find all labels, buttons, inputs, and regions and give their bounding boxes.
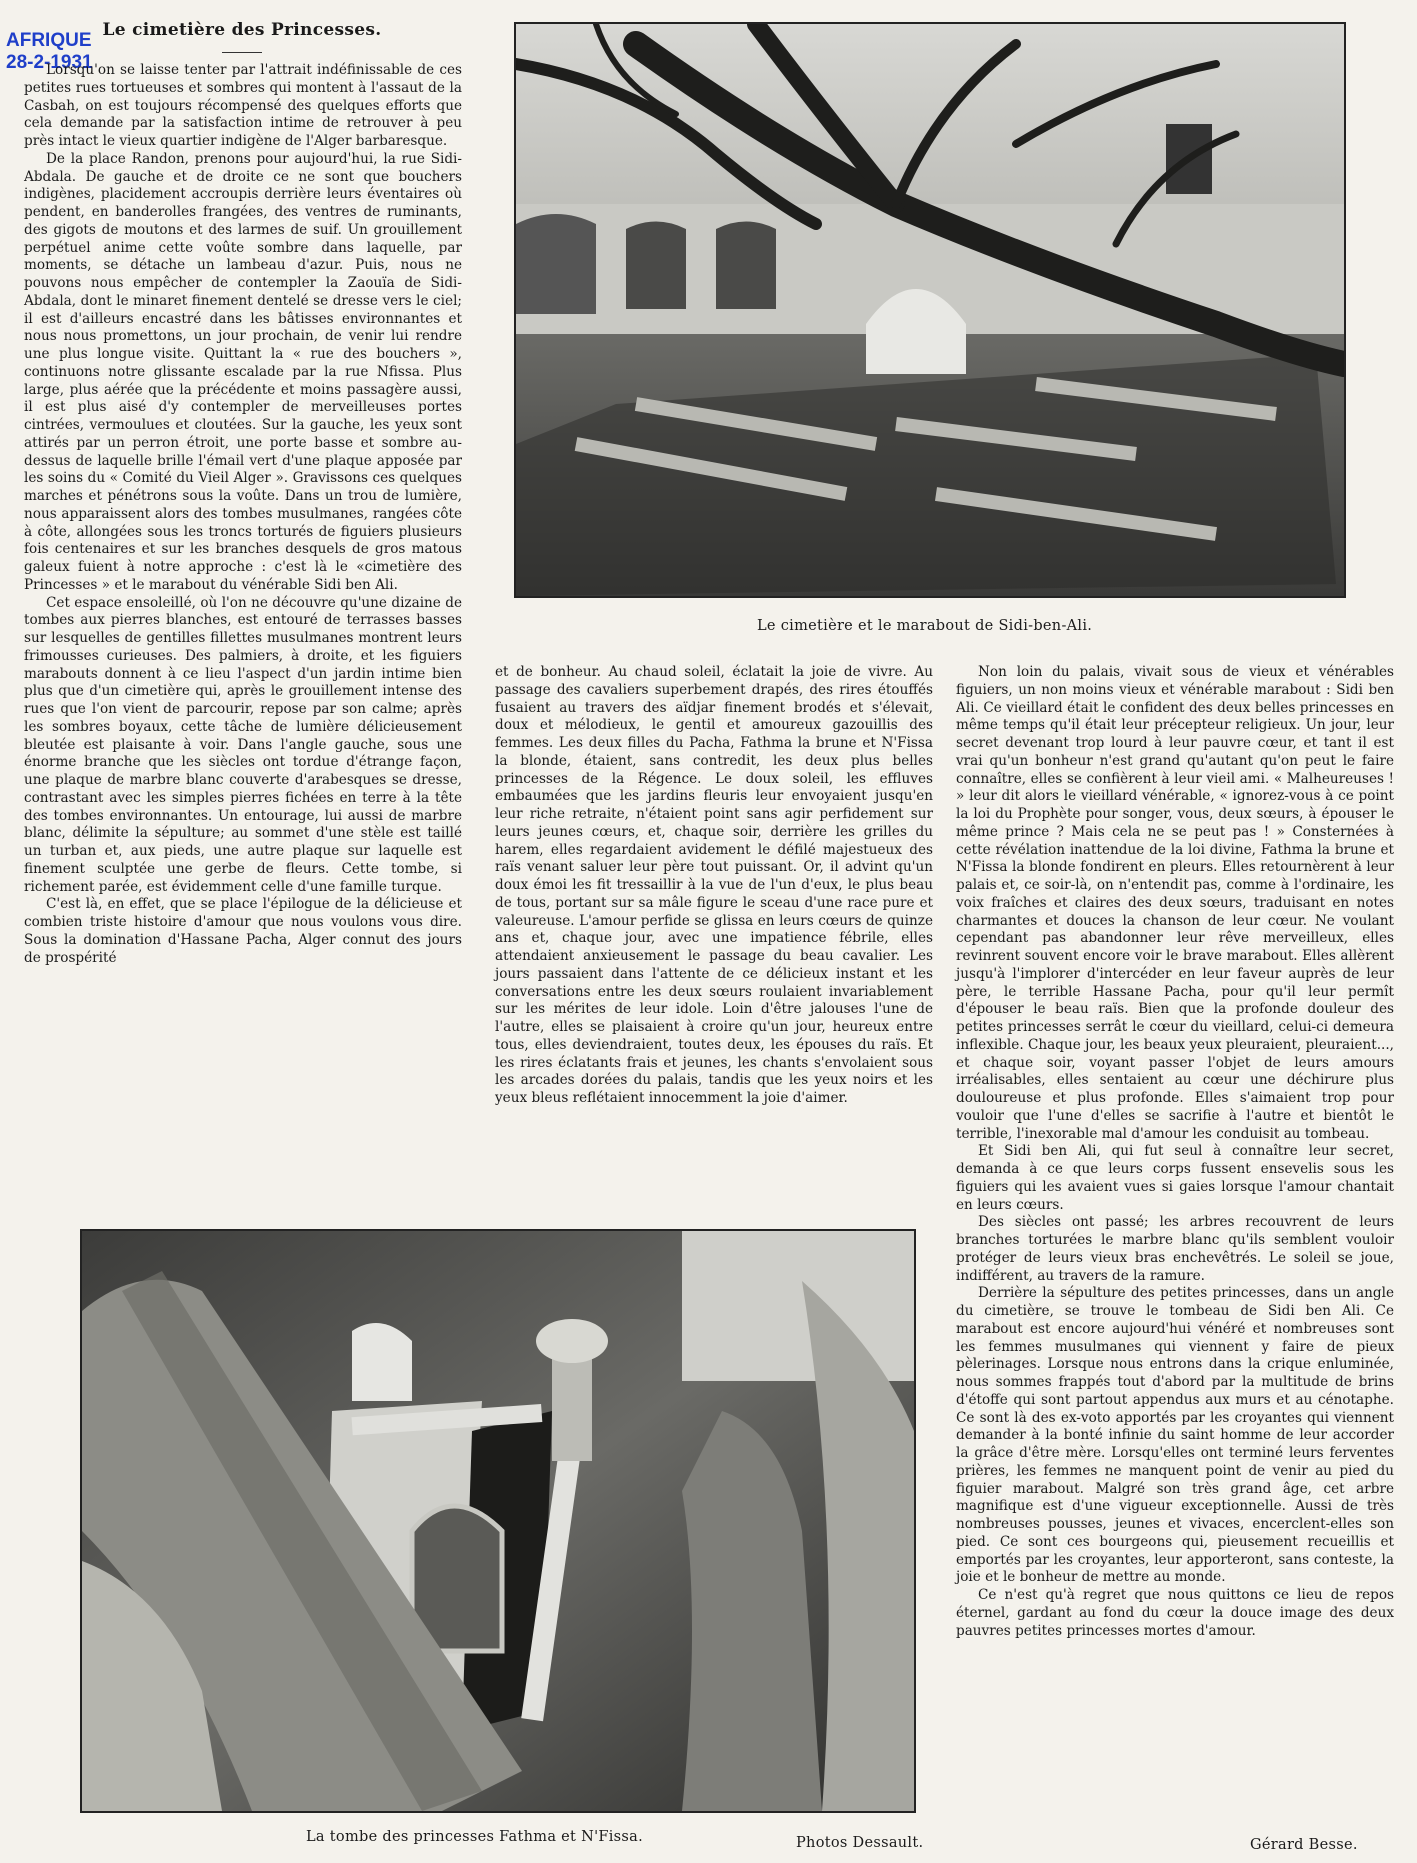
text-column-2 [495, 664, 933, 1108]
paragraph: Derrière la sépulture des petites princesses, dans un angle du cimetière, se trouve le tombeau de Sidi ben Ali. Ce marabout est encore aujourd'hui vénéré et nombreuses sont les femmes musulmanes qui viennent y faire de pieux pèlerinages. Lorsque nous entrons dans la crique enluminée, nous sommes frappés tout d'abord par la multitude de brins d'étoffe qui sont partout appendus aux murs et au cénotaphe. Ce sont là des ex-voto apportés par les croyantes qui viennent demander à la bonté infinie du saint homme de leur accorder la grâce d'être mère. Lorsqu'elles ont terminé leurs ferventes prières, les femmes ne manquent point de venir au pied du figuier marabout. Malgré son très grand âge, cet arbre magnifique est d'une vigueur exceptionnelle. Aussi de très nombreuses pousses, jeunes et vivaces, encerclent-elles son pied. Ce sont ces bourgeons qui, pieusement recueillis et emportés par les croyantes, leur apporteront, sans conteste, la joie et le bonheur de mettre au monde. [956, 1285, 1394, 1586]
stamp-source: AFRIQUE [6, 30, 92, 51]
article-title: Le cimetière des Princesses. [102, 20, 382, 40]
paragraph: C'est là, en effet, que se place l'épilogue de la délicieuse et combien triste histoire d'amour que nous voulons vous dire. Sous la domination d'Hassane Pacha, Alger connut des jours de prospérité [24, 896, 462, 966]
text-column-3 [956, 664, 1394, 1640]
stamp-date: 28-2-1931 [6, 52, 93, 73]
caption-bottom-photo: La tombe des princesses Fathma et N'Fissa. [306, 1829, 643, 1845]
photo-credit: Photos Dessault. [796, 1835, 924, 1851]
author-signature: Gérard Besse. [1250, 1837, 1358, 1853]
photo-princesses-tomb [80, 1229, 916, 1813]
paragraph: Ce n'est qu'à regret que nous quittons ce lieu de repos éternel, gardant au fond du cœur la douce image des deux pauvres petites princesses mortes d'amour. [956, 1587, 1394, 1639]
paragraph: et de bonheur. Au chaud soleil, éclatait la joie de vivre. Au passage des cavaliers superbement drapés, des rires étouffés fusaient au travers des aïdjar finement brodés et s'élevait, doux et mélodieux, le gentil et amoureux gazouillis des femmes. Les deux filles du Pacha, Fathma la brune et N'Fissa la blonde, étaient, sans contredit, les deux plus belles princesses de la Régence. Le doux soleil, les effluves embaumées que les jardins fleuris leur envoyaient jusqu'en leur riche retraite, n'étaient point sans agir perfidement sur leurs jeunes cœurs, et, chaque soir, derrière les grilles du harem, elles regardaient avidement le défilé majestueux des raïs venant saluer leur père tout puissant. Or, il advint qu'un doux émoi les fit tressaillir à la vue de l'un d'eux, le plus beau de tous, portant sur sa mâle figure le sceau d'une race pure et valeureuse. L'amour perfide se glissa en leurs cœurs de quinze ans et, chaque jour, avec une impatience fébrile, elles attendaient anxieusement le passage du beau cavalier. Les jours passaient dans l'attente de ce délicieux instant et les conversations entre les deux sœurs roulaient invariablement sur les mérites de leur idole. Loin d'être jalouses l'une de l'autre, elles se plaisaient à croire qu'un jour, heureux entre tous, elles deviendraient, toutes deux, les épouses du raïs. Et les rires éclatants frais et jeunes, les chants s'envolaient sous les arcades dorées du palais, tandis que les yeux noirs et les yeux bleus reflétaient innocemment la joie d'aimer. [495, 664, 933, 1106]
paragraph: Et Sidi ben Ali, qui fut seul à connaître leur secret, demanda à ce que leurs corps fussent ensevelis sous les figuiers qui les avaient vues si gaies lorsque l'amour chantait en leurs cœurs. [956, 1143, 1394, 1213]
caption-top-photo: Le cimetière et le marabout de Sidi-ben-Ali. [757, 618, 1093, 634]
paragraph: Non loin du palais, vivait sous de vieux et vénérables figuiers, un non moins vieux et vénérable marabout : Sidi ben Ali. Ce vieillard était le confident des deux belles princesses en même temps qu'il était leur précepteur religieux. Un jour, leur secret devenant trop lourd à leur pauvre cœur, et tant il est vrai qu'un bonheur n'est grand qu'autant qu'on peut le faire connaître, elles se confièrent à leur vieil ami. « Malheureuses ! » leur dit alors le vieillard vénérable, « ignorez-vous à ce point la loi du Prophète pour songer, vous, deux sœurs, à épouser le même prince ? Mais cela ne se peut pas ! » Consternées à cette révélation inattendue de la loi divine, Fathma la brune et N'Fissa la blonde fondirent en pleurs. Elles retournèrent à leur palais et, ce soir-là, on n'entendit pas, comme à l'ordinaire, les voix fraîches et claires des deux sœurs, traduisant en notes charmantes et douces la chanson de leur cœur. Ne voulant cependant pas abandonner leur rêve merveilleux, elles revinrent souvent encore voir le brave marabout. Elles allèrent jusqu'à l'implorer d'intercéder en leur faveur auprès de leur père, le terrible Hassane Pacha, pour qu'il leur permît d'épouser le beau raïs. Bien que la profonde douleur des petites princesses serrât le cœur du vieillard, celui-ci demeura inflexible. Chaque jour, les beaux yeux pleuraient, pleuraient..., et chaque soir, voyant passer l'objet de leurs amours irréalisables, elles sentaient au cœur une déchirure plus douloureuse et plus profonde. Elles s'aimaient trop pour vouloir que l'une d'elles se sacrifie à l'autre et bientôt le terrible, l'inexorable mal d'amour les conduisit au tombeau. [956, 664, 1394, 1142]
photo-cemetery-marabout [514, 22, 1346, 598]
text-column-1 [24, 62, 462, 967]
paragraph: De la place Randon, prenons pour aujourd'hui, la rue Sidi-Abdala. De gauche et de droite ce ne sont que bouchers indigènes, placidement accroupis derrière leurs éventaires où pendent, en banderolles frangées, des ventres de ruminants, des gigots de moutons et des larmes de suif. Un grouillement perpétuel anime cette voûte sombre dans laquelle, par moments, se détache un lambeau d'azur. Puis, nous ne pouvons nous empêcher de contempler la Zaouïa de Sidi-Abdala, dont le minaret finement dentelé se dresse vers le ciel; il est d'ailleurs encastré dans les bâtisses environnantes et nous nous promettons, un jour prochain, de venir lui rendre une plus longue visite. Quittant la « rue des bouchers », continuons notre glissante escalade par la rue Nfissa. Plus large, plus aérée que la précédente et moins passagère aussi, il est plus aisé d'y contempler de merveilleuses portes cintrées, vermoulues et cloutées. Sur la gauche, les yeux sont attirés par un perron étroit, une porte basse et sombre au-dessus de laquelle brille l'émail vert d'une plaque apposée par les soins du « Comité du Vieil Alger ». Gravissons ces quelques marches et pénétrons sous la voûte. Dans un trou de lumière, nous apparaissent alors des tombes musulmanes, rangées côte à côte, allongées sous les troncs torturés de figuiers plusieurs fois centenaires et sur les branches desquels de gros matous galeux fuient à notre approche : c'est là le «cimetière des Princesses » et le marabout du vénérable Sidi ben Ali. [24, 150, 462, 593]
title-rule [222, 52, 262, 53]
paragraph: Des siècles ont passé; les arbres recouvrent de leurs branches torturées le marbre blanc qu'ils semblent vouloir protéger de leurs vieux bras enchevêtrés. Le soleil se joue, indifférent, au travers de la ramure. [956, 1214, 1394, 1284]
paragraph: Lorsqu'on se laisse tenter par l'attrait indéfinissable de ces petites rues tortueuses et sombres qui montent à l'assaut de la Casbah, on est toujours récompensé des quelques efforts que cela demande par la satisfaction intime de retrouver à peu près intact le vieux quartier indigène de l'Alger barbaresque. [24, 62, 462, 149]
paragraph: Cet espace ensoleillé, où l'on ne découvre qu'une dizaine de tombes aux pierres blanches, est entouré de terrasses basses sur lesquelles de gentilles fillettes musulmanes montrent leurs frimousses curieuses. Des palmiers, à droite, et les figuiers marabouts donnent à ce lieu l'aspect d'un jardin intime bien plus que d'un cimetière qui, après le grouillement intense des rues que l'on vient de parcourir, repose par son calme; après les sombres boyaux, cette tâche de lumière délicieusement bleutée est plaisante à voir. Dans l'angle gauche, sous une énorme branche que les siècles ont tordue d'étrange façon, une plaque de marbre blanc couverte d'arabesques se dresse, contrastant avec les simples pierres fichées en terre à la tête des tombes environnantes. Un entourage, lui aussi de marbre blanc, délimite la sépulture; au sommet d'une stèle est taillé un turban et, aux pieds, une autre plaque sur laquelle est finement sculptée une gerbe de fleurs. Cette tombe, si richement parée, est évidemment celle d'une famille turque. [24, 594, 462, 895]
